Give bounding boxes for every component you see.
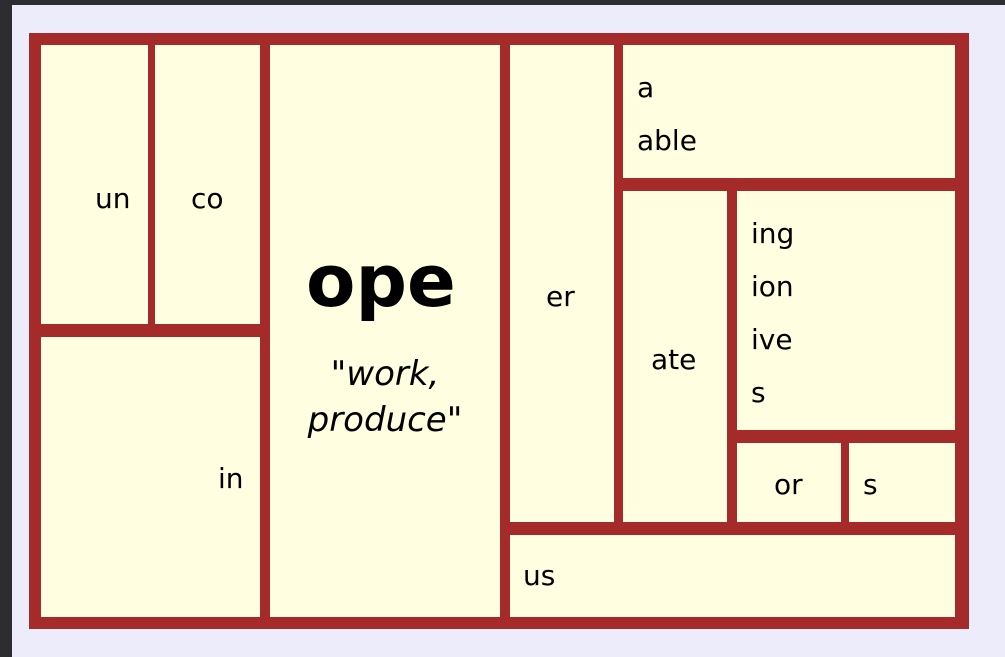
root-gloss-line-2: produce" bbox=[307, 400, 463, 440]
prefix-cell-un bbox=[41, 45, 148, 324]
suffix-a: a bbox=[637, 71, 655, 104]
suffix-s-ate: s bbox=[751, 376, 766, 409]
prefix-cell-co bbox=[155, 45, 260, 324]
suffix-cell-able bbox=[623, 45, 955, 178]
suffix-ate: ate bbox=[651, 343, 697, 376]
root-cell bbox=[270, 45, 500, 617]
suffix-cell-us bbox=[510, 535, 955, 617]
suffix-cell-ate-endings bbox=[737, 191, 955, 430]
prefix-in: in bbox=[218, 462, 244, 495]
root-word: ope bbox=[306, 239, 456, 323]
suffix-cell-ate bbox=[623, 191, 727, 522]
suffix-ing: ing bbox=[751, 217, 795, 250]
ate-endings-list bbox=[751, 207, 794, 419]
prefix-cell-in bbox=[41, 337, 260, 617]
prefix-un: un bbox=[95, 182, 131, 215]
suffix-able-list bbox=[637, 61, 697, 167]
suffix-us: us bbox=[523, 559, 556, 592]
suffix-ion: ion bbox=[751, 270, 794, 303]
root-gloss-line-1: "work, bbox=[330, 354, 440, 394]
suffix-cell-s bbox=[849, 443, 955, 522]
suffix-s: s bbox=[863, 468, 878, 501]
suffix-er: er bbox=[546, 280, 575, 313]
suffix-cell-or bbox=[737, 443, 841, 522]
suffix-cell-er bbox=[510, 45, 614, 522]
morpheme-grid bbox=[29, 33, 969, 629]
suffix-able: able bbox=[637, 124, 697, 157]
suffix-or: or bbox=[774, 468, 803, 501]
prefix-co: co bbox=[191, 182, 224, 215]
suffix-ive: ive bbox=[751, 323, 793, 356]
